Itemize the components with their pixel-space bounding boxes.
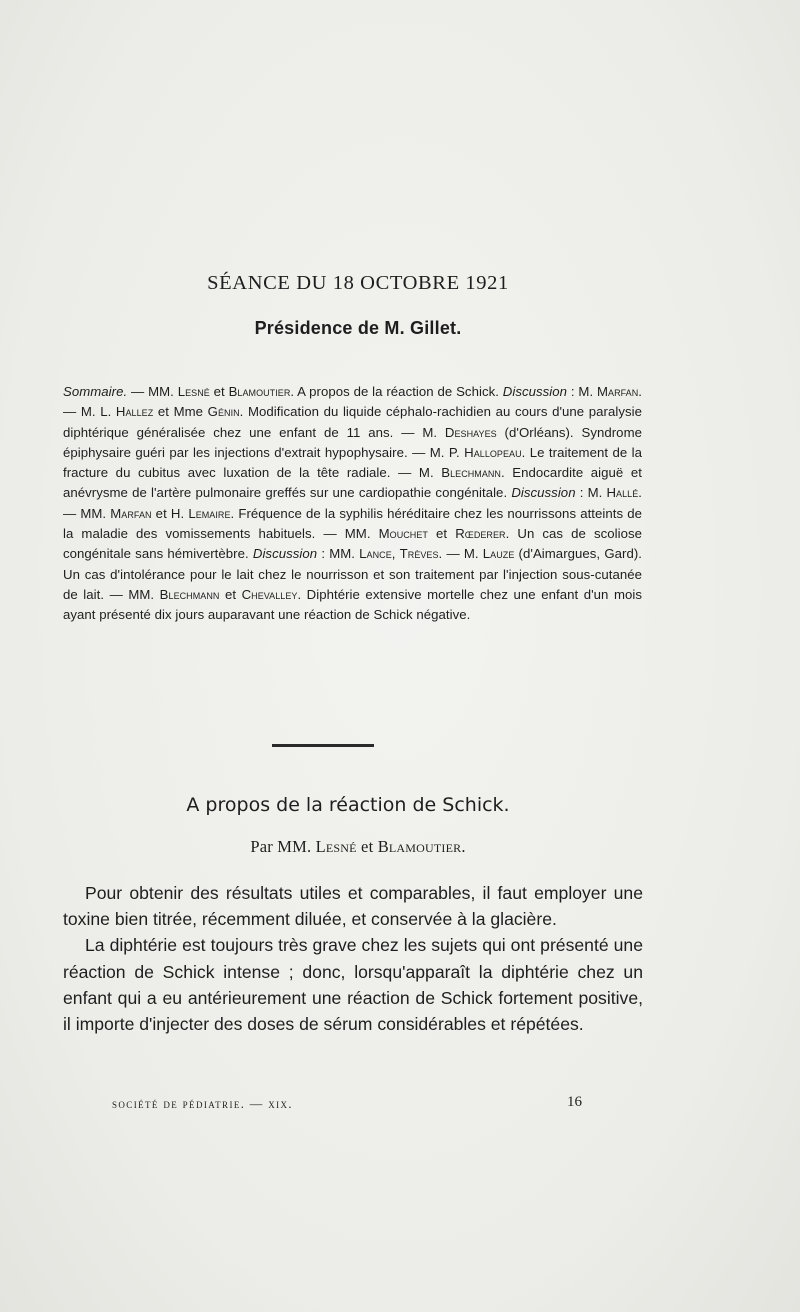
section-divider (272, 744, 374, 747)
summary-text: et (219, 586, 242, 602)
summary-text: . Fréquence de la syphilis héréditaire chez les nourrissons atteints de la maladie des vomissements habituels. — MM. (63, 505, 643, 542)
article-body (63, 880, 643, 1037)
summary-text: (d'Orléans). Syndrome épiphysaire guéri par les injections d'extrait hypophysaire. — M. P. (63, 424, 642, 460)
summary-text: — MM. (127, 384, 178, 399)
summary-text: et (209, 384, 229, 399)
summary-text: , (391, 546, 400, 562)
discussion-label: Discussion (511, 485, 576, 501)
author-name: Blamoutier (377, 837, 462, 856)
summary-text: et H. (151, 505, 189, 521)
summary-text: . Le traitement de la fracture du cubitus avec luxation de la tête radiale. — M. (63, 444, 643, 481)
summary-text: : M. (567, 384, 597, 399)
author-name: Hallé (606, 485, 639, 501)
author-name: Lesné (315, 837, 357, 856)
summary-text: . A propos de la réaction de Schick. (290, 384, 503, 399)
journal-signature: société de pédiatrie. — xix. (112, 1097, 293, 1111)
author-name: Lauze (482, 546, 515, 562)
author-name: Blechmann (159, 586, 220, 602)
author-name: Rœderer (455, 526, 506, 542)
summary-text: et Mme (153, 404, 208, 420)
author-name: Trèves (399, 546, 439, 562)
summary-text: . — M. L. (63, 384, 642, 420)
author-name: Blamoutier (228, 384, 291, 399)
summary-paragraph (63, 382, 642, 626)
author-name: Mouchet (378, 526, 428, 542)
author-name: Marfan (596, 384, 639, 399)
summary-text: (d'Aimargues, Gard). Un cas d'intolérance pour le lait chez le nourrisson et son traitement par l'injection sous-cutanée de lait. — MM. (63, 546, 642, 602)
author-name: Génin (207, 404, 240, 420)
body-paragraph: La diphtérie est toujours très grave chez les sujets qui ont présenté une réaction de Schick intense ; donc, lorsqu'apparaît la diphtérie chez un enfant qui a eu antérieurement une réaction de Schick fortement positive, il importe d'injecter des doses de sérum considérables et répétées. (63, 935, 643, 1035)
summary-text: . — M. (438, 546, 483, 562)
author-name: Marfan (110, 505, 152, 521)
author-name: Lance (359, 546, 392, 562)
author-name: Hallopeau (464, 444, 522, 460)
page-number: 16 (567, 1094, 582, 1110)
page-footer (112, 1094, 582, 1112)
summary-text: : M. (575, 485, 607, 501)
article-title: A propos de la réaction de Schick. (186, 794, 510, 816)
author-name: Lemaire (188, 505, 231, 521)
summary-label: Sommaire. (63, 384, 128, 399)
article-byline (0, 837, 716, 857)
byline-text: Par MM. (250, 837, 316, 856)
summary-text: et (427, 526, 456, 542)
summary-text: . — MM. (63, 485, 642, 521)
presidency-heading: Présidence de M. Gillet. (254, 318, 462, 338)
byline-text: et (356, 837, 378, 856)
author-name: Blechmann (441, 465, 501, 481)
author-name: Chevalley (241, 586, 298, 602)
summary-text: : MM. (317, 546, 360, 562)
author-name: Deshayes (444, 424, 497, 440)
discussion-label: Discussion (252, 546, 318, 562)
discussion-label: Discussion (502, 384, 568, 399)
summary-text: . Modification du liquide céphalo-rachidien au cours d'une paralysie diphtérique généralisée chez une enfant de 11 ans. — M. (63, 404, 643, 440)
summary-text: . Un cas de scoliose congénitale sans hémivertèbre. (63, 526, 643, 562)
session-title: SÉANCE DU 18 OCTOBRE 1921 (207, 272, 509, 294)
byline-text: . (461, 837, 466, 856)
author-name: Hallez (115, 404, 154, 420)
summary-text: . Endocardite aiguë et anévrysme de l'artère pulmonaire greffés sur une cardiopathie congénitale. (63, 465, 642, 501)
summary-text: . Diphtérie extensive mortelle chez une enfant d'un mois ayant présenté dix jours auparavant une réaction de Schick négative. (63, 586, 642, 623)
author-name: Lesné (177, 384, 210, 399)
body-paragraph: Pour obtenir des résultats utiles et comparables, il faut employer une toxine bien titrée, récemment diluée, et conservée à la glacière. (63, 883, 643, 930)
